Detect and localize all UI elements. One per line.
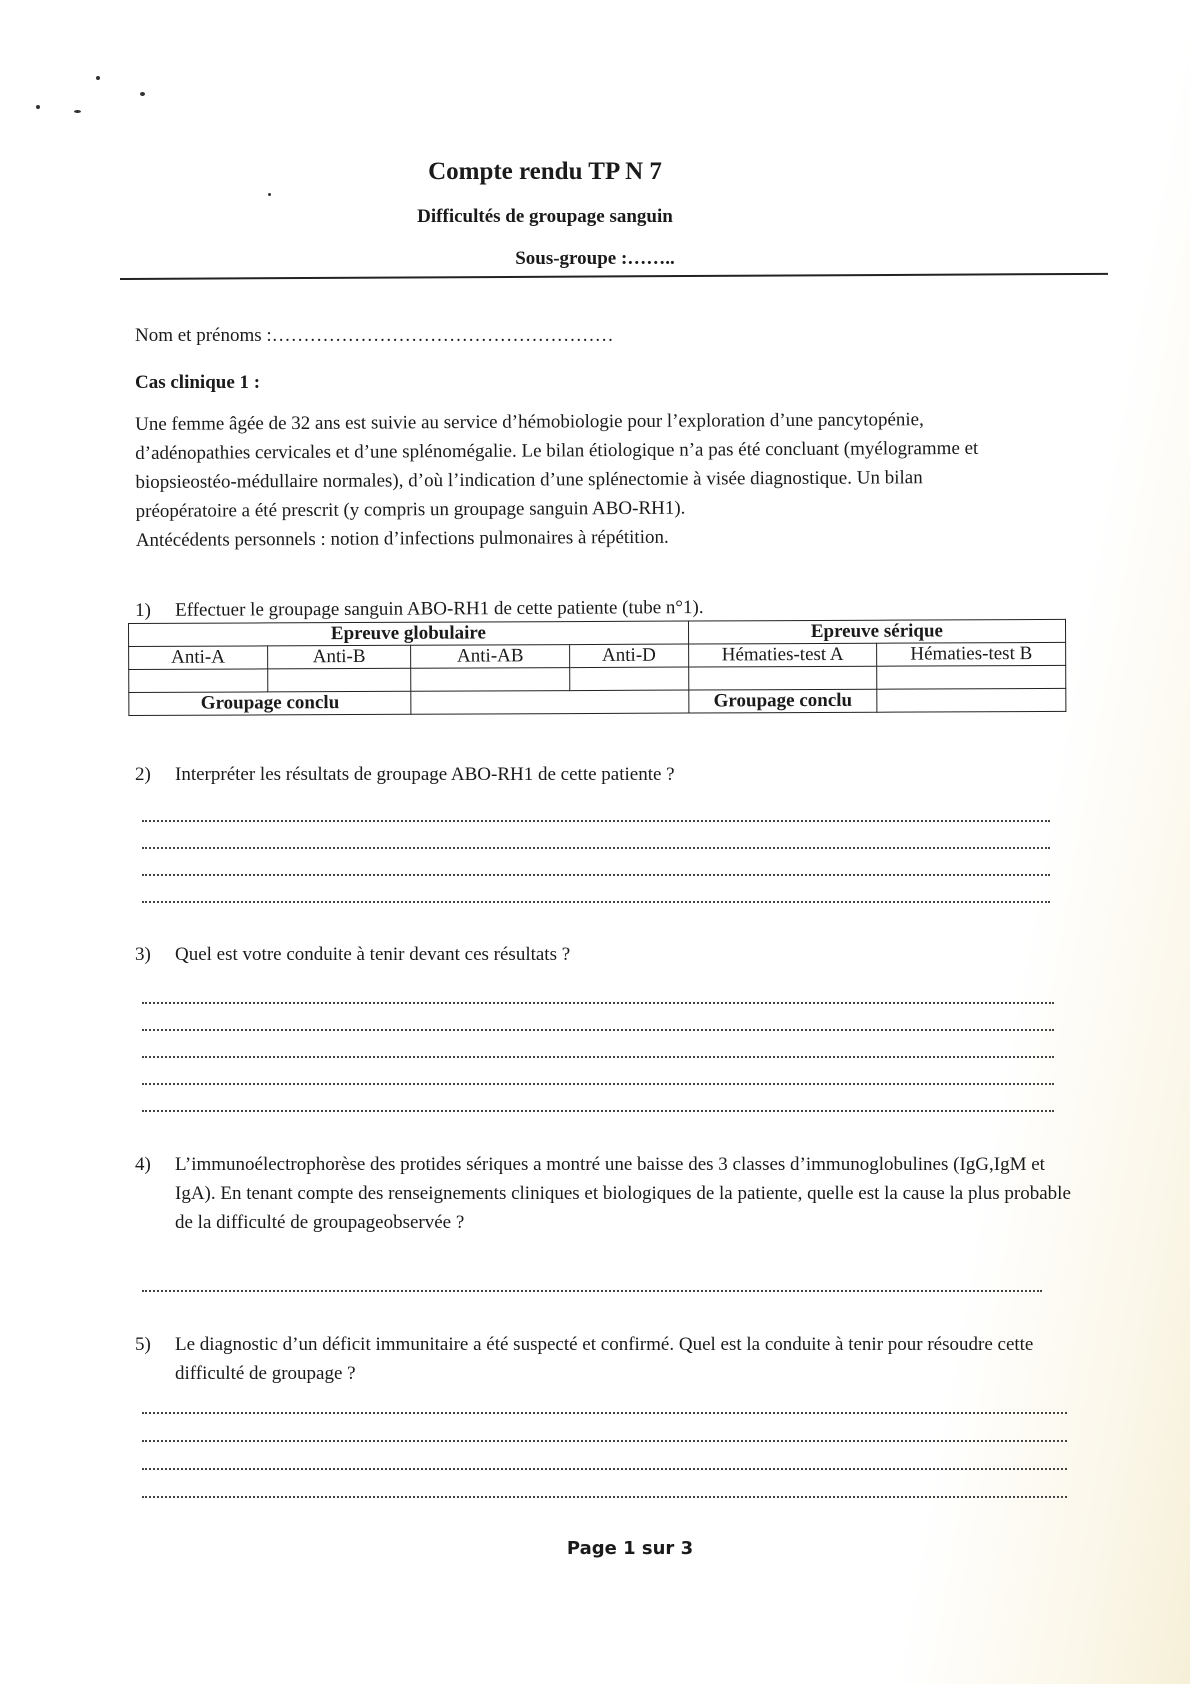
scan-speck	[96, 76, 100, 80]
scan-speck	[268, 193, 271, 196]
column-header: Anti-A	[129, 646, 268, 670]
globular-conclusion-label: Groupage conclu	[129, 691, 411, 715]
answer-line[interactable]	[142, 847, 1050, 849]
answer-line[interactable]	[142, 874, 1050, 876]
column-header: Anti-D	[570, 644, 689, 668]
question-text: L’immunoélectrophorèse des protides sériques a montré une baisse des 3 classes d’immunoglobulines (IgG,IgM et IgA). En tenant compte des renseignements cliniques et biologiques de la patiente, quelle est la cause la plus probable de la difficulté de groupageobservée ?	[175, 1154, 1071, 1233]
result-cell-anti-b[interactable]	[267, 668, 411, 692]
result-cell-test-a[interactable]	[688, 666, 877, 690]
case-title: Cas clinique 1 :	[135, 372, 261, 393]
scan-speck	[36, 105, 40, 109]
answer-line[interactable]	[142, 820, 1050, 822]
result-cell-anti-a[interactable]	[129, 669, 268, 693]
question-number: 3)	[135, 944, 151, 965]
question-text: Interpréter les résultats de groupage ABO-RH1 de cette patiente ?	[175, 764, 675, 785]
blood-group-table	[128, 619, 1066, 716]
column-header: Hématies-test B	[877, 642, 1066, 666]
subgroup-field: Sous-groupe :……..	[515, 248, 675, 269]
question-number: 4)	[135, 1154, 151, 1175]
question-5	[135, 1330, 1095, 1388]
answer-line[interactable]	[142, 1412, 1067, 1414]
case-description	[135, 405, 1021, 555]
column-header: Anti-B	[267, 645, 411, 669]
question-text: Le diagnostic d’un déficit immunitaire a été suspecté et confirmé. Quel est la conduite à tenir pour résoudre cette difficulté de groupage ?	[175, 1334, 1034, 1384]
name-field[interactable]: Nom et prénoms :………………………………………………	[135, 325, 614, 346]
answer-line[interactable]	[142, 901, 1050, 903]
case-paragraph: Une femme âgée de 32 ans est suivie au service d’hémobiologie pour l’exploration d’une pancytopénie, d’adénopathies cervicales et d’une splénomégalie. Le bilan étiologique n’a pas été concluant (myélogramme et biopsieostéo-médullaire normales), d’où l’indication d’une splénectomie à visée diagnostique. Un bilan préopératoire a été prescrit (y compris un groupage sanguin ABO-RH1).	[135, 409, 979, 522]
page-title: Compte rendu TP N 7	[428, 158, 662, 185]
page-subtitle: Difficultés de groupage sanguin	[417, 206, 673, 227]
answer-line[interactable]	[142, 1083, 1054, 1085]
scan-speck	[140, 92, 145, 96]
question-number: 5)	[135, 1334, 151, 1355]
header-rule	[120, 273, 1108, 280]
question-2	[135, 760, 1075, 789]
question-number: 1)	[135, 599, 151, 621]
answer-line[interactable]	[142, 1468, 1067, 1470]
question-number: 2)	[135, 764, 151, 785]
scan-speck	[74, 110, 81, 113]
globular-conclusion-cell[interactable]	[411, 690, 688, 714]
answer-line[interactable]	[142, 1496, 1067, 1498]
answer-line[interactable]	[142, 1002, 1054, 1004]
column-header: Hématies-test A	[688, 643, 877, 667]
question-text: Effectuer le groupage sanguin ABO-RH1 de cette patiente (tube n°1).	[175, 597, 704, 621]
question-text: Quel est votre conduite à tenir devant ces résultats ?	[175, 944, 571, 965]
question-4	[135, 1150, 1095, 1237]
page-number: Page 1 sur 3	[566, 1538, 694, 1559]
serum-conclusion-label: Groupage conclu	[688, 689, 877, 713]
result-cell-anti-d[interactable]	[570, 667, 689, 691]
answer-line[interactable]	[142, 1029, 1054, 1031]
answer-line[interactable]	[142, 1440, 1067, 1442]
globular-test-header: Epreuve globulaire	[129, 621, 689, 646]
answer-line[interactable]	[142, 1056, 1054, 1058]
question-3	[135, 940, 1075, 969]
column-header: Anti-AB	[411, 645, 570, 669]
result-cell-anti-ab[interactable]	[411, 668, 570, 692]
result-cell-test-b[interactable]	[877, 665, 1066, 689]
serum-conclusion-cell[interactable]	[877, 688, 1066, 712]
serum-test-header: Epreuve sérique	[688, 619, 1065, 644]
answer-line[interactable]	[142, 1290, 1042, 1292]
case-history: Antécédents personnels : notion d’infections pulmonaires à répétition.	[135, 526, 669, 551]
answer-line[interactable]	[142, 1110, 1054, 1112]
